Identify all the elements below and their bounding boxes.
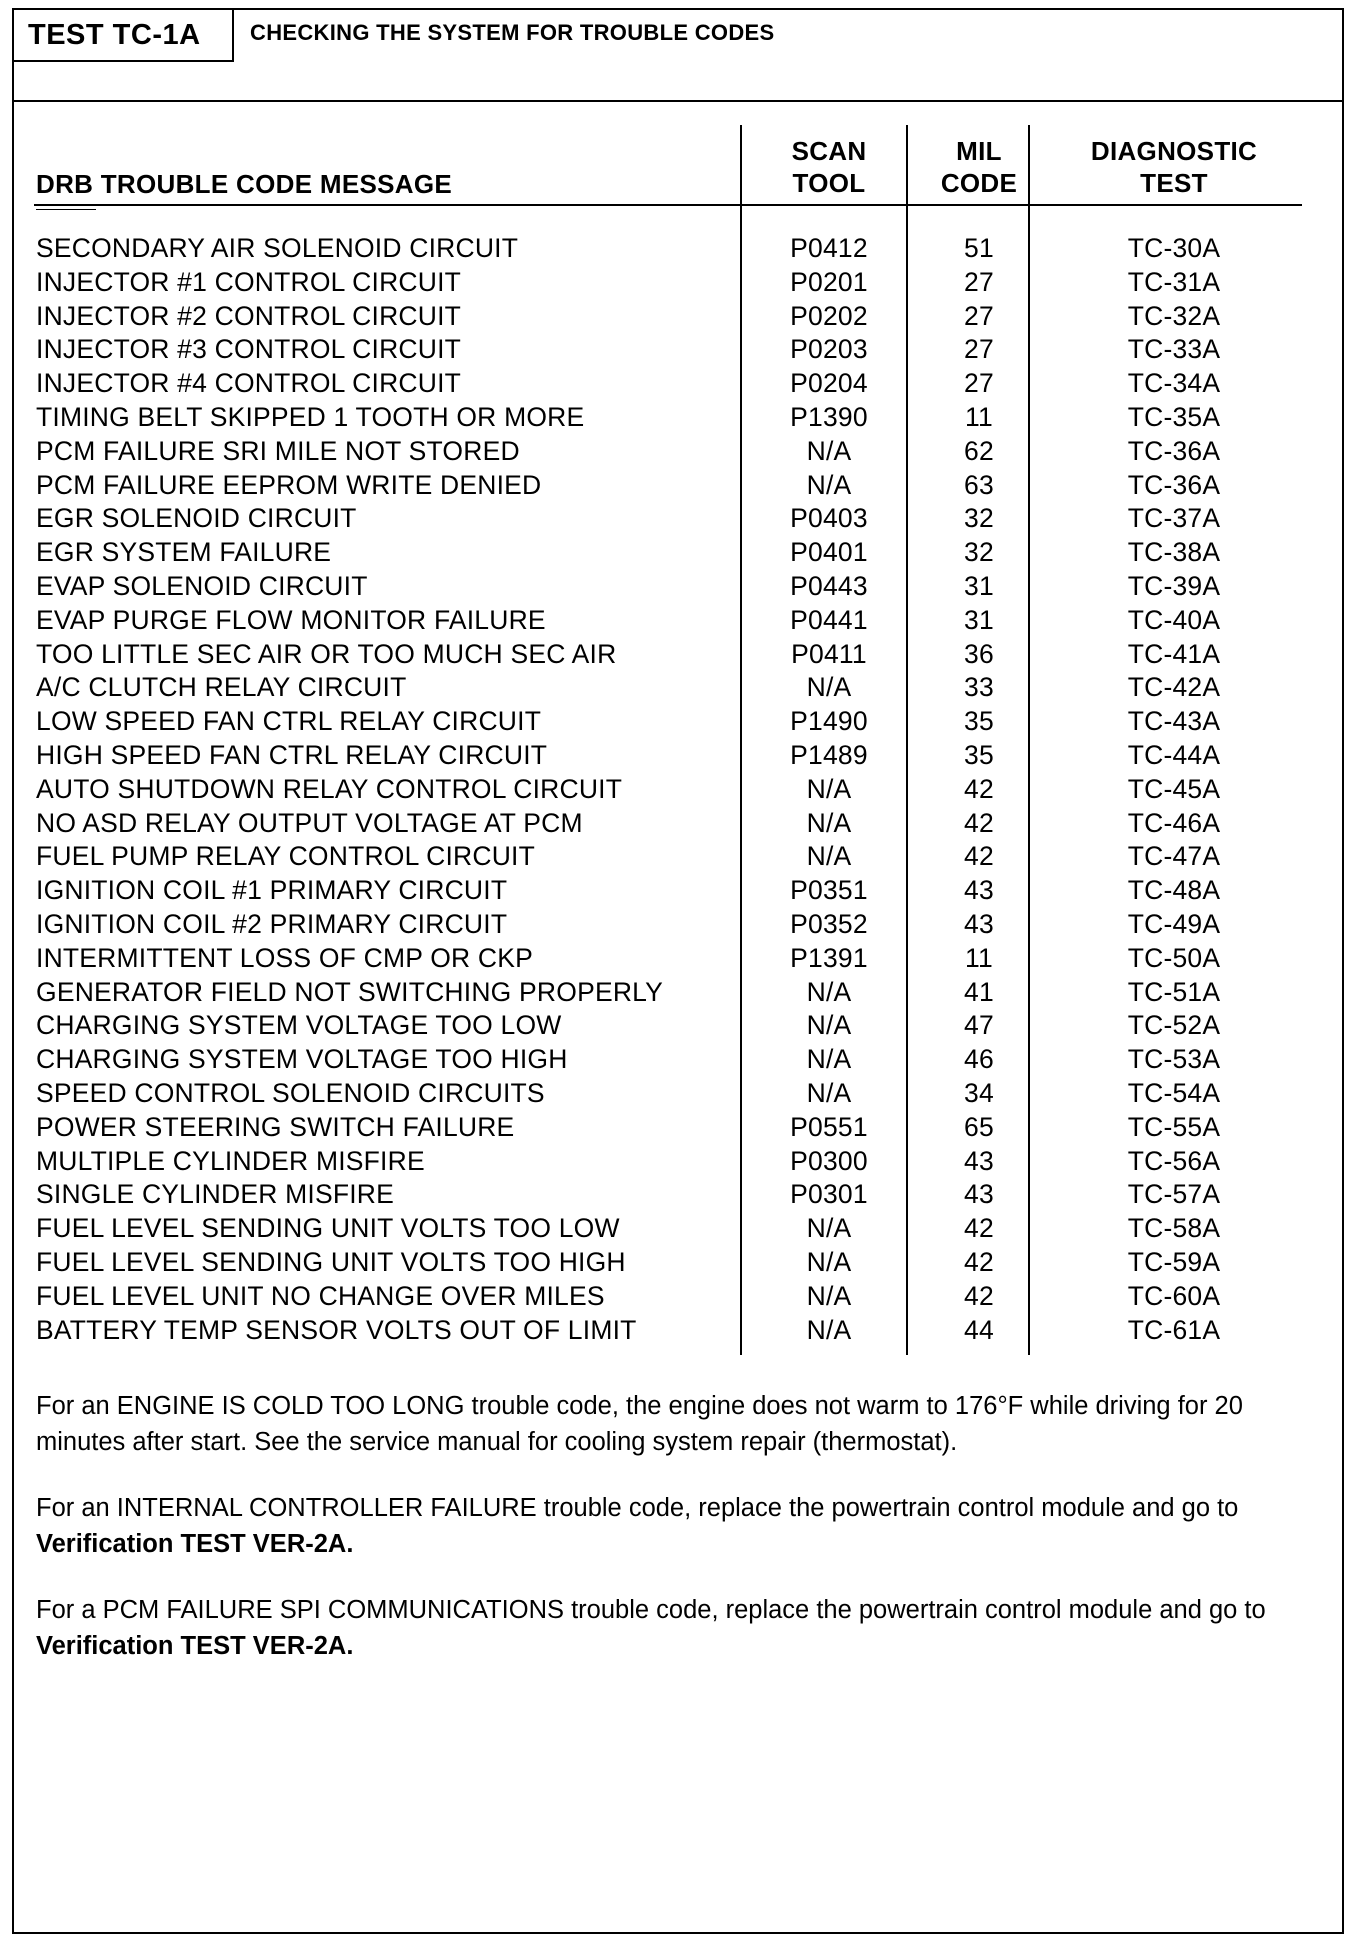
cell-mil-code: 43: [964, 875, 994, 906]
cell-diagnostic-test: TC-57A: [1127, 1179, 1221, 1210]
trouble-code-table: [14, 232, 1342, 1347]
cell-message: A/C CLUTCH RELAY CIRCUIT: [36, 672, 407, 703]
cell-message: SPEED CONTROL SOLENOID CIRCUITS: [36, 1077, 545, 1108]
cell-message: TOO LITTLE SEC AIR OR TOO MUCH SEC AIR: [36, 638, 617, 669]
table-row: [14, 435, 1342, 469]
note-spi-communications-link: Verification TEST VER-2A.: [36, 1632, 354, 1660]
table-row: [14, 638, 1342, 672]
document-frame: [12, 8, 1344, 1934]
cell-scan-tool: P1390: [790, 401, 868, 432]
table-row: [14, 1145, 1342, 1179]
cell-message: INJECTOR #4 CONTROL CIRCUIT: [36, 368, 462, 399]
column-header-mil-line1: MIL: [956, 136, 1002, 166]
table-row: [14, 1280, 1342, 1314]
cell-message: SINGLE CYLINDER MISFIRE: [36, 1179, 395, 1210]
cell-mil-code: 11: [965, 401, 993, 432]
cell-message: HIGH SPEED FAN CTRL RELAY CIRCUIT: [36, 739, 548, 770]
cell-mil-code: 42: [964, 807, 994, 838]
cell-diagnostic-test: TC-61A: [1127, 1314, 1221, 1345]
table-row: [14, 874, 1342, 908]
cell-message: BATTERY TEMP SENSOR VOLTS OUT OF LIMIT: [36, 1314, 637, 1345]
column-header-scan-line1: SCAN: [791, 136, 867, 166]
cell-mil-code: 35: [964, 739, 994, 770]
cell-mil-code: 62: [964, 435, 994, 466]
cell-message: POWER STEERING SWITCH FAILURE: [36, 1111, 515, 1142]
cell-diagnostic-test: TC-37A: [1127, 503, 1221, 534]
table-row: [14, 367, 1342, 401]
column-header-scan-line2: TOOL: [792, 168, 866, 198]
cell-mil-code: 51: [964, 233, 994, 263]
cell-diagnostic-test: TC-47A: [1127, 841, 1221, 872]
table-row: [14, 401, 1342, 435]
table-row: [14, 976, 1342, 1010]
cell-diagnostic-test: TC-59A: [1127, 1246, 1221, 1277]
table-row: [14, 908, 1342, 942]
column-header-diag-line1: DIAGNOSTIC: [1090, 136, 1258, 166]
cell-diagnostic-test: TC-39A: [1127, 570, 1221, 601]
cell-diagnostic-test: TC-36A: [1127, 469, 1221, 500]
table-row: [14, 1314, 1342, 1348]
cell-diagnostic-test: TC-58A: [1127, 1213, 1221, 1244]
cell-diagnostic-test: TC-52A: [1127, 1010, 1221, 1041]
cell-scan-tool: N/A: [806, 976, 852, 1007]
column-header-scan-tool: [754, 135, 904, 199]
cell-message: PCM FAILURE SRI MILE NOT STORED: [36, 435, 520, 466]
table-row: [14, 469, 1342, 503]
table-row: [14, 1111, 1342, 1145]
cell-diagnostic-test: TC-49A: [1127, 908, 1221, 939]
cell-mil-code: 44: [964, 1314, 994, 1345]
column-header-message: DRB TROUBLE CODE MESSAGE: [36, 169, 453, 199]
cell-scan-tool: N/A: [806, 1213, 852, 1244]
cell-diagnostic-test: TC-44A: [1127, 739, 1221, 770]
cell-scan-tool: N/A: [806, 841, 852, 872]
cell-message: SECONDARY AIR SOLENOID CIRCUIT: [36, 233, 519, 263]
cell-message: IGNITION COIL #2 PRIMARY CIRCUIT: [36, 908, 508, 939]
cell-diagnostic-test: TC-40A: [1127, 604, 1221, 635]
cell-mil-code: 65: [964, 1111, 994, 1142]
cell-mil-code: 46: [964, 1044, 994, 1075]
cell-scan-tool: N/A: [806, 1246, 852, 1277]
header-rule: [34, 204, 1302, 206]
cell-diagnostic-test: TC-35A: [1127, 401, 1221, 432]
cell-mil-code: 32: [964, 503, 994, 534]
table-row: [14, 502, 1342, 536]
cell-message: CHARGING SYSTEM VOLTAGE TOO HIGH: [36, 1044, 568, 1075]
cell-scan-tool: N/A: [806, 807, 852, 838]
cell-mil-code: 43: [964, 1145, 994, 1176]
note-spi-communications: [36, 1592, 1326, 1664]
cell-message: FUEL LEVEL SENDING UNIT VOLTS TOO HIGH: [36, 1246, 626, 1277]
cell-message: CHARGING SYSTEM VOLTAGE TOO LOW: [36, 1010, 562, 1041]
cell-message: EGR SYSTEM FAILURE: [36, 537, 332, 568]
title-bar: [14, 10, 1342, 102]
cell-mil-code: 27: [964, 300, 994, 331]
cell-mil-code: 31: [964, 570, 994, 601]
column-header-diagnostic-test: [1054, 135, 1294, 199]
cell-scan-tool: P0412: [790, 233, 868, 263]
cell-mil-code: 42: [964, 1246, 994, 1277]
cell-mil-code: 63: [964, 469, 994, 500]
table-row: [14, 1043, 1342, 1077]
cell-diagnostic-test: TC-60A: [1127, 1280, 1221, 1311]
note-internal-controller-link: Verification TEST VER-2A.: [36, 1530, 354, 1558]
table-row: [14, 604, 1342, 638]
cell-message: PCM FAILURE EEPROM WRITE DENIED: [36, 469, 542, 500]
cell-diagnostic-test: TC-55A: [1127, 1111, 1221, 1142]
table-row: [14, 773, 1342, 807]
cell-mil-code: 34: [964, 1077, 994, 1108]
column-header-diag-line2: TEST: [1140, 168, 1208, 198]
cell-mil-code: 27: [964, 368, 994, 399]
table-row: [14, 1077, 1342, 1111]
table-row: [14, 232, 1342, 266]
table-row: [14, 300, 1342, 334]
table-row: [14, 942, 1342, 976]
test-id-label: TEST TC-1A: [14, 10, 234, 62]
cell-scan-tool: P0403: [790, 503, 868, 534]
cell-mil-code: 47: [964, 1010, 994, 1041]
table-row: [14, 570, 1342, 604]
cell-scan-tool: P0401: [790, 537, 868, 568]
cell-mil-code: 36: [964, 638, 994, 669]
cell-diagnostic-test: TC-32A: [1127, 300, 1221, 331]
cell-scan-tool: P0443: [790, 570, 868, 601]
cell-diagnostic-test: TC-56A: [1127, 1145, 1221, 1176]
cell-scan-tool: N/A: [806, 1010, 852, 1041]
cell-diagnostic-test: TC-53A: [1127, 1044, 1221, 1075]
table-row: [14, 266, 1342, 300]
column-header-mil-code: [919, 135, 1039, 199]
table-row: [14, 705, 1342, 739]
table-row: [14, 1246, 1342, 1280]
cell-message: FUEL PUMP RELAY CONTROL CIRCUIT: [36, 841, 535, 872]
cell-diagnostic-test: TC-31A: [1127, 266, 1221, 297]
cell-message: EVAP PURGE FLOW MONITOR FAILURE: [36, 604, 546, 635]
cell-scan-tool: N/A: [806, 435, 852, 466]
table-row: [14, 807, 1342, 841]
cell-scan-tool: N/A: [806, 1077, 852, 1108]
cell-scan-tool: P0201: [790, 266, 868, 297]
cell-scan-tool: P0352: [790, 908, 868, 939]
cell-mil-code: 42: [964, 841, 994, 872]
cell-scan-tool: N/A: [806, 1280, 852, 1311]
header-underline-mark: [36, 209, 96, 210]
cell-diagnostic-test: TC-48A: [1127, 875, 1221, 906]
cell-mil-code: 27: [964, 334, 994, 365]
cell-scan-tool: P1489: [790, 739, 868, 770]
cell-scan-tool: P0551: [790, 1111, 868, 1142]
cell-message: MULTIPLE CYLINDER MISFIRE: [36, 1145, 425, 1176]
cell-scan-tool: P0301: [790, 1179, 868, 1210]
table-row: [14, 1212, 1342, 1246]
cell-message: EVAP SOLENOID CIRCUIT: [36, 570, 368, 601]
cell-scan-tool: N/A: [806, 1044, 852, 1075]
cell-diagnostic-test: TC-41A: [1127, 638, 1221, 669]
cell-message: INJECTOR #3 CONTROL CIRCUIT: [36, 334, 462, 365]
cell-scan-tool: P1391: [790, 942, 868, 973]
cell-message: TIMING BELT SKIPPED 1 TOOTH OR MORE: [36, 401, 585, 432]
table-row: [14, 671, 1342, 705]
cell-scan-tool: N/A: [806, 469, 852, 500]
cell-message: IGNITION COIL #1 PRIMARY CIRCUIT: [36, 875, 508, 906]
cell-mil-code: 35: [964, 706, 994, 737]
table-row: [14, 333, 1342, 367]
cell-message: AUTO SHUTDOWN RELAY CONTROL CIRCUIT: [36, 773, 623, 804]
cell-scan-tool: N/A: [806, 773, 852, 804]
cell-mil-code: 41: [964, 976, 994, 1007]
cell-message: FUEL LEVEL UNIT NO CHANGE OVER MILES: [36, 1280, 605, 1311]
cell-scan-tool: P0203: [790, 334, 868, 365]
cell-message: LOW SPEED FAN CTRL RELAY CIRCUIT: [36, 706, 542, 737]
cell-message: NO ASD RELAY OUTPUT VOLTAGE AT PCM: [36, 807, 583, 838]
note-engine-cold: For an ENGINE IS COLD TOO LONG trouble code, the engine does not warm to 176°F while driving for 20 minutes after start. See the service manual for cooling system repair (thermostat).: [36, 1392, 1243, 1456]
cell-diagnostic-test: TC-30A: [1127, 233, 1221, 263]
cell-diagnostic-test: TC-50A: [1127, 942, 1221, 973]
cell-scan-tool: P0351: [790, 875, 868, 906]
cell-mil-code: 27: [964, 266, 994, 297]
cell-scan-tool: P1490: [790, 706, 868, 737]
cell-mil-code: 42: [964, 1280, 994, 1311]
cell-mil-code: 31: [964, 604, 994, 635]
note-internal-controller-text: For an INTERNAL CONTROLLER FAILURE trouble code, replace the powertrain control module and go to: [36, 1494, 1239, 1522]
table-row: [14, 739, 1342, 773]
cell-mil-code: 42: [964, 773, 994, 804]
test-title: CHECKING THE SYSTEM FOR TROUBLE CODES: [250, 20, 775, 45]
cell-diagnostic-test: TC-45A: [1127, 773, 1221, 804]
cell-scan-tool: P0411: [791, 638, 867, 669]
cell-mil-code: 43: [964, 1179, 994, 1210]
cell-scan-tool: P0202: [790, 300, 868, 331]
cell-scan-tool: N/A: [806, 1314, 852, 1345]
cell-message: INJECTOR #2 CONTROL CIRCUIT: [36, 300, 462, 331]
cell-message: EGR SOLENOID CIRCUIT: [36, 503, 357, 534]
note-internal-controller: [36, 1490, 1326, 1562]
cell-message: FUEL LEVEL SENDING UNIT VOLTS TOO LOW: [36, 1213, 620, 1244]
cell-mil-code: 33: [964, 672, 994, 703]
cell-diagnostic-test: TC-51A: [1127, 976, 1221, 1007]
cell-scan-tool: N/A: [806, 672, 852, 703]
table-row: [14, 1009, 1342, 1043]
cell-scan-tool: P0204: [790, 368, 868, 399]
cell-message: INJECTOR #1 CONTROL CIRCUIT: [36, 266, 462, 297]
notes-section: [36, 1388, 1326, 1694]
cell-mil-code: 11: [965, 942, 993, 973]
cell-scan-tool: P0300: [790, 1145, 868, 1176]
column-header-mil-line2: CODE: [940, 168, 1018, 198]
cell-diagnostic-test: TC-54A: [1127, 1077, 1221, 1108]
cell-diagnostic-test: TC-33A: [1127, 334, 1221, 365]
cell-mil-code: 43: [964, 908, 994, 939]
cell-scan-tool: P0441: [790, 604, 868, 635]
cell-mil-code: 42: [964, 1213, 994, 1244]
cell-mil-code: 32: [964, 537, 994, 568]
cell-diagnostic-test: TC-38A: [1127, 537, 1221, 568]
cell-message: GENERATOR FIELD NOT SWITCHING PROPERLY: [36, 976, 663, 1007]
cell-diagnostic-test: TC-36A: [1127, 435, 1221, 466]
table-row: [14, 1178, 1342, 1212]
table-row: [14, 840, 1342, 874]
cell-diagnostic-test: TC-34A: [1127, 368, 1221, 399]
cell-diagnostic-test: TC-42A: [1127, 672, 1221, 703]
cell-diagnostic-test: TC-46A: [1127, 807, 1221, 838]
note-spi-communications-text: For a PCM FAILURE SPI COMMUNICATIONS trouble code, replace the powertrain control module and go to: [36, 1596, 1266, 1624]
table-row: [14, 536, 1342, 570]
cell-message: INTERMITTENT LOSS OF CMP OR CKP: [36, 942, 533, 973]
cell-diagnostic-test: TC-43A: [1127, 706, 1221, 737]
